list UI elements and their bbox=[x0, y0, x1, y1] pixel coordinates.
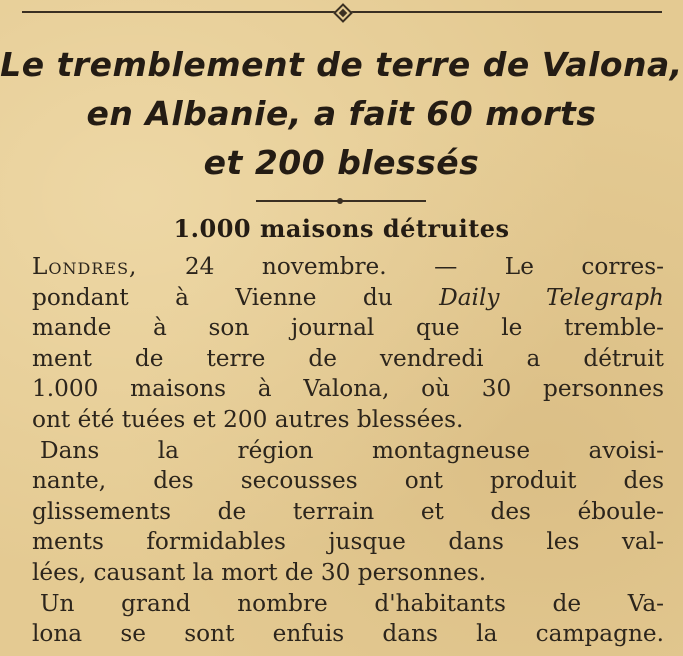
dateline: Londres, bbox=[32, 253, 138, 280]
body-line: nante, des secousses ont produit des bbox=[32, 467, 664, 495]
body-line: lées, causant la mort de 30 personnes. bbox=[32, 558, 487, 586]
body-line bbox=[32, 252, 664, 283]
body-line bbox=[32, 283, 664, 314]
diamond-ornament-icon bbox=[333, 3, 353, 23]
newspaper-name: Daily Telegraph bbox=[439, 283, 664, 311]
body-line: ments formidables jusque dans les val- bbox=[32, 528, 664, 556]
mid-rule-ornament bbox=[256, 198, 426, 204]
body-line: lona se sont enfuis dans la campagne. bbox=[32, 620, 664, 648]
body-line: Un grand nombre d'habitants de Va- bbox=[40, 589, 664, 617]
body-line-text: 24 novembre. — Le corres- bbox=[137, 253, 664, 280]
article-body bbox=[32, 252, 664, 650]
headline-line: et 200 blessés bbox=[203, 143, 480, 182]
top-rule-ornament bbox=[22, 9, 662, 15]
body-line: ment de terre de vendredi a détruit bbox=[32, 344, 664, 372]
body-line: ont été tuées et 200 autres blessées. bbox=[32, 405, 464, 433]
body-line: glissements de terrain et des éboule- bbox=[32, 497, 664, 525]
dot-ornament-icon bbox=[337, 198, 343, 204]
headline-line: Le tremblement de terre de Valona, bbox=[0, 45, 683, 84]
body-line: Dans la région montagneuse avoisi- bbox=[40, 436, 664, 464]
article-subhead: 1.000 maisons détruites bbox=[173, 214, 510, 243]
headline-line: en Albanie, a fait 60 morts bbox=[86, 94, 597, 133]
body-line: 1.000 maisons à Valona, où 30 personnes bbox=[32, 375, 664, 403]
body-line: mande à son journal que le tremble- bbox=[32, 314, 664, 342]
body-line-text: pondant à Vienne du bbox=[32, 283, 440, 311]
article-headline bbox=[0, 40, 683, 187]
